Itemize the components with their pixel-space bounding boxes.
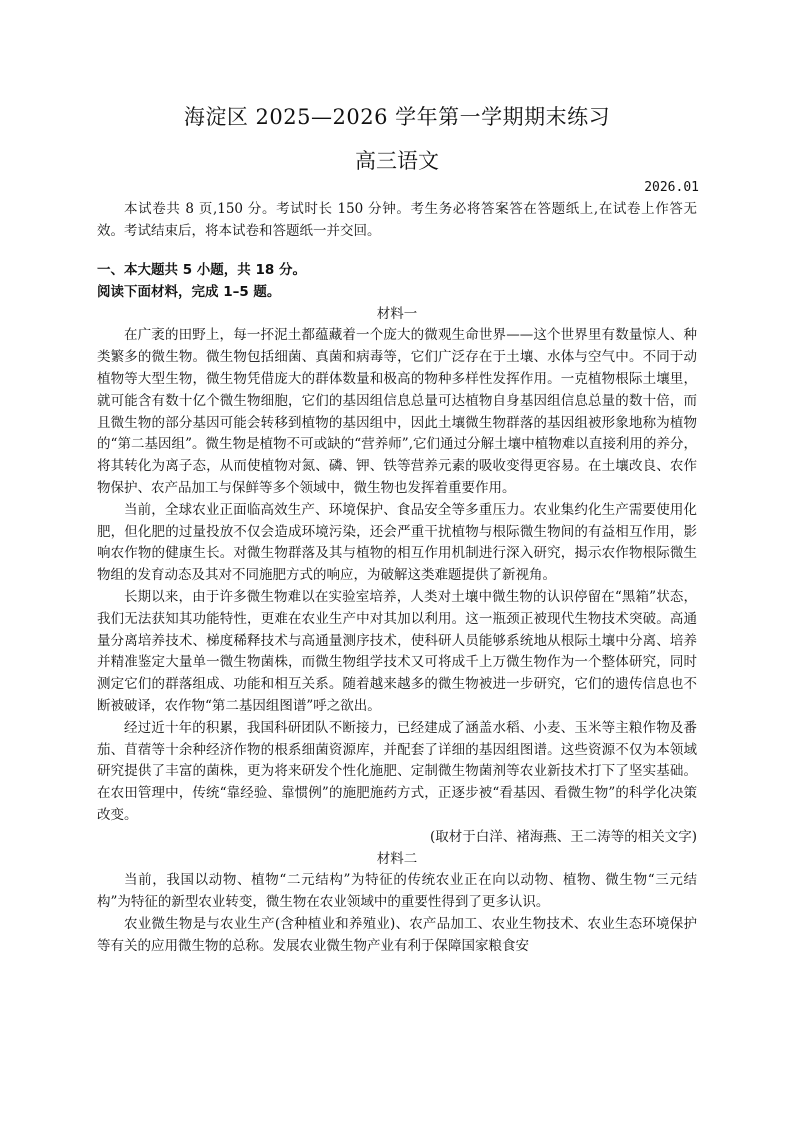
material1-title: 材料一 bbox=[376, 305, 418, 322]
material2-title: 材料二 bbox=[376, 850, 418, 867]
exam-title: 海淀区 2025—2026 学年第一学期期末练习 bbox=[183, 105, 611, 129]
exam-subtitle: 高三语文 bbox=[355, 149, 439, 173]
material2-paragraph: 农业微生物是与农业生产(含种植业和养殖业)、农产品加工、农业生物技术、农业生态环境保护等有关的应用微生物的总称。发展农业微生物产业有利于保障国家粮食安 bbox=[97, 915, 697, 954]
material1-paragraph: 长期以来，由于许多微生物难以在实验室培养，人类对土壤中微生物的认识停留在“黑箱”状态，我们无法获知其功能特性，更难在农业生产中对其加以利用。这一瓶颈正被现代生物技术突破。高通量分离培养技术、梯度稀释技术与高通量测序技术，使科研人员能够系统地从根际土壤中分离、培养并精准鉴定大量单一微生物菌株，而微生物组学技术又可将成千上万微生物作为一个整体研究，同时测定它们的群落组成、功能和相互关系。随着越来越多的微生物被进一步研究，它们的遗传信息也不断被破译，农作物“第二基因组图谱”呼之欲出。 bbox=[97, 588, 697, 714]
section1-heading: 一、本大题共 5 小题，共 18 分。 bbox=[97, 262, 306, 278]
exam-instructions-block bbox=[97, 199, 697, 243]
section1-prompt: 阅读下面材料，完成 1–5 题。 bbox=[97, 283, 281, 300]
exam-instructions: 本试卷共 8 页,150 分。考试时长 150 分钟。考生务必将答案答在答题纸上,在试卷上作答无效。考试结束后，将本试卷和答题纸一并交回。 bbox=[97, 201, 697, 239]
material1-paragraph: 当前，全球农业正面临高效生产、环境保护、食品安全等多重压力。农业集约化生产需要使用化肥，但化肥的过量投放不仅会造成环境污染，还会严重干扰植物与根际微生物间的有益相互作用，影响农作物的健康生长。对微生物群落及其与植物的相互作用机制进行深入研究，揭示农作物根际微生物组的发育动态及其对不同施肥方式的响应，为破解这类难题提供了新视角。 bbox=[97, 501, 697, 584]
material2-paragraph: 当前，我国以动物、植物“二元结构”为特征的传统农业正在向以动物、植物、微生物“三元结构”为特征的新型农业转变，微生物在农业领域中的重要性得到了更多认识。 bbox=[97, 872, 697, 911]
section1-block bbox=[97, 260, 697, 958]
exam-date: 2026.01 bbox=[644, 180, 699, 195]
material1-source: (取材于白洋、褚海燕、王二涛等的相关文字) bbox=[429, 828, 697, 845]
material1-paragraph: 在广袤的田野上，每一抔泥土都蕴藏着一个庞大的微观生命世界——这个世界里有数量惊人、种类繁多的微生物。微生物包括细菌、真菌和病毒等，它们广泛存在于土壤、水体与空气中。不同于动植物等大型生物，微生物凭借庞大的群体数量和极高的物种多样性发挥作用。一克植物根际土壤里，就可能含有数十亿个微生物细胞，它们的基因组信息总量可达植物自身基因组信息总量的数十倍，而且微生物的部分基因可能会转移到植物的基因组中，因此土壤微生物群落的基因组被形象地称为植物的“第二基因组”。微生物是植物不可或缺的“营养师”,它们通过分解土壤中植物难以直接利用的养分，将其转化为离子态，从而使植物对氮、磷、钾、铁等营养元素的吸收变得更容易。在土壤改良、农作物保护、农产品加工与保鲜等多个领域中，微生物也发挥着重要作用。 bbox=[97, 327, 697, 496]
material1-paragraph: 经过近十年的积累，我国科研团队不断接力，已经建成了涵盖水稻、小麦、玉米等主粮作物及番茄、苜蓿等十余种经济作物的根系细菌资源库，并配套了详细的基因组图谱。这些资源不仅为本领域研究提供了丰富的菌株，更为将来研发个性化施肥、定制微生物菌剂等农业新技术打下了坚实基础。在农田管理中，传统“靠经验、靠惯例”的施肥施药方式，正逐步被“看基因、看微生物”的科学化决策改变。 bbox=[97, 719, 697, 823]
